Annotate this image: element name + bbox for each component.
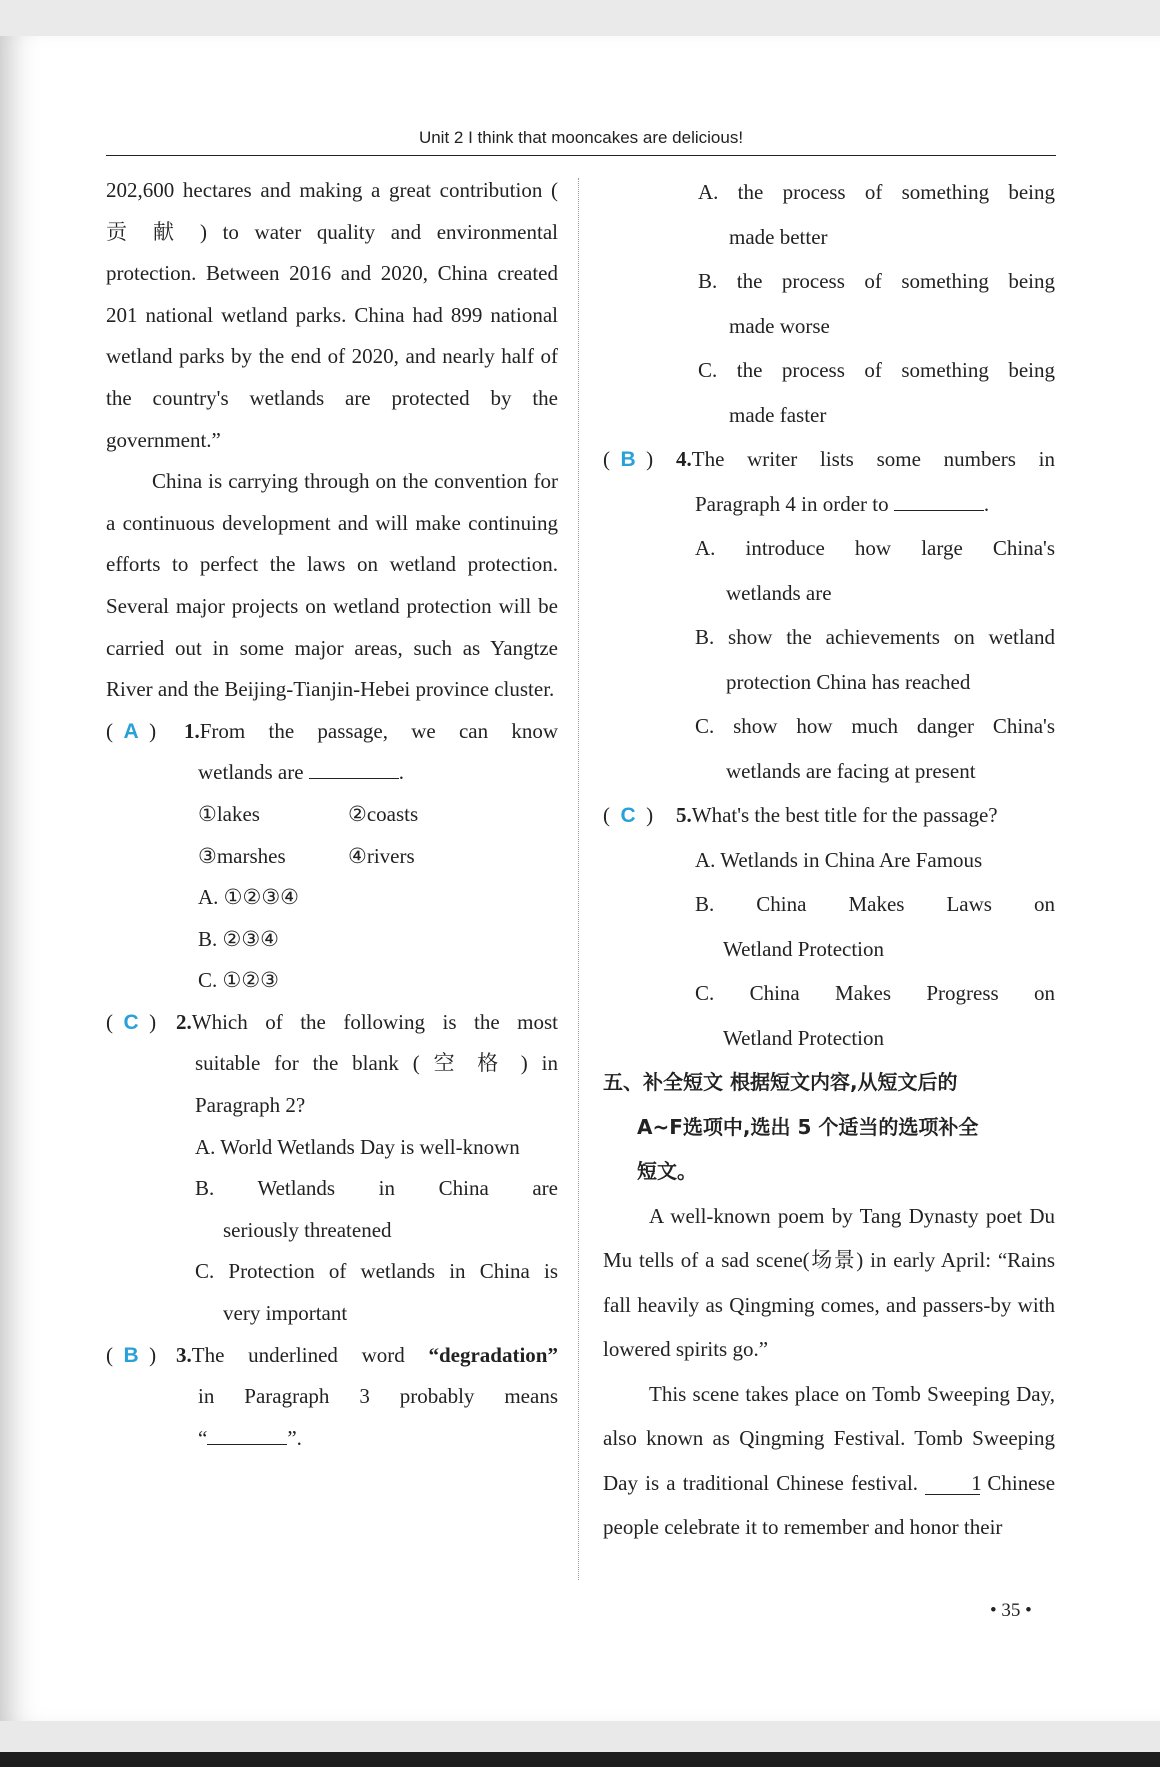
answer-5[interactable]: C [620,804,636,827]
question-2-stem-line1: 2.Which of the following is the most [176,1009,558,1034]
question-5: ( C ) 5.What's the best title for the passage? A. Wetlands in China Are Famous B. China Makes Laws on Wetland Protection C. China Makes Progress on Wetland Protection [603,793,1055,1060]
question-5-option-c-cont: Wetland Protection [723,1025,885,1050]
answer-blank[interactable] [894,492,984,511]
running-header: Unit 2 I think that mooncakes are delicious! [418,128,744,147]
question-2-option-b-cont: seriously threatened [223,1217,392,1242]
question-3-option-b-cont: made worse [729,313,830,338]
question-5-option-b-cont: Wetland Protection [723,936,885,961]
question-4: ( B ) 4.The writer lists some numbers in Paragraph 4 in order to . A. introduce how large China's wetlands are B. show the achievements on wetland protection China has reached C. show how much danger China's wetlands are facing at present [603,437,1055,793]
question-4-option-a-cont: wetlands are [726,580,832,605]
question-4-option-b: B. show the achievements on wetland [695,625,1055,649]
question-4-stem-line2: Paragraph 4 in order to . [695,491,990,516]
question-3-stem-line3: “ ”. [198,1425,302,1450]
question-1 [106,711,558,1002]
page-number: • 35 • [990,1600,1032,1621]
question-2: ( C ) 2.Which of the following is the most suitable for the blank ( 空 格 ) in Paragraph 2? A. World Wetlands Day is well-known B. Wetlands in China are seriously threatened C. Protection of wetlands in China is very important [106,1002,558,1335]
section-heading-line3: 短文。 [637,1159,697,1183]
question-1-option-c: C. ①②③ [198,968,279,993]
question-5-option-b: B. China Makes Laws on [695,892,1055,916]
question-5-option-c: C. China Makes Progress on [695,981,1055,1005]
cloze-paragraph-1: A well-known poem by Tang Dynasty poet Du Mu tells of a sad scene(场景) in early April: “Rains fall heavily as Qingming comes, and passers-by with lowered spirits go.” [603,1203,1055,1361]
question-3-option-a-cont: made better [729,224,828,249]
column-divider [578,178,579,1580]
viewer-bottom-bar [0,1752,1160,1767]
question-5-stem: 5.What's the best title for the passage? [676,803,998,827]
section-heading-line2: A~F选项中,选出 5 个适当的选项补全 [637,1114,979,1139]
question-1-option-b: B. ②③④ [198,926,279,951]
answer-blank[interactable] [207,1426,287,1445]
section-heading-line1: 五、补全短文 根据短文内容,从短文后的 [603,1070,958,1094]
left-column [106,170,558,1459]
section-5-heading [603,1060,1055,1194]
question-3-stem-line1: 3.The underlined word “degradation” [176,1342,558,1367]
question-2-stem-line3: Paragraph 2? [195,1093,306,1118]
question-1-stem-line2: wetlands are . [198,760,405,785]
cloze-paragraph-2: This scene takes place on Tomb Sweeping Day, also known as Qingming Festival. Tomb Sweeping Day is a traditional Chinese festival. 1 Chinese people celebrate it to remember and honor their [603,1381,1056,1539]
question-2-option-c-cont: very important [223,1301,348,1326]
question-3: ( B ) 3.The underlined word “degradation” in Paragraph 3 probably means “ ”. [106,1335,558,1460]
question-3-options [603,170,1055,437]
question-1-items-row2: ③marshes ④rivers [198,843,415,868]
viewer-background-top [0,0,1160,36]
answer-3[interactable]: B [123,1343,139,1367]
passage-paragraph-5: China is carrying through on the convention for a continuous development and will make continuing efforts to perfect the laws on wetland protection. Several major projects on wetland protection will be carried out in some major areas, such as Yangtze River and the Beijing-Tianjin-Hebei province cluster. [106,469,558,702]
cloze-blank-1[interactable]: 1 [925,1472,980,1495]
question-4-option-c-cont: wetlands are facing at present [726,758,976,783]
passage-paragraph-3-end: 202,600 hectares and making a great contribution ( 贡 献 ) to water quality and environmental protection. Between 2016 and 2020, China created 201 national wetland parks. China had 899 national wetland parks by the end of 2020, and nearly half of the country's wetlands are protected by the government.” [106,178,558,452]
question-3-option-c-cont: made faster [729,402,827,427]
question-5-option-a: A. Wetlands in China Are Famous [695,847,983,872]
answer-4[interactable]: B [620,448,636,471]
answer-blank[interactable] [309,760,399,779]
question-3-option-b: B. the process of something being [698,269,1055,293]
answer-2[interactable]: C [123,1010,139,1034]
question-2-option-b: B. Wetlands in China are [195,1176,558,1201]
question-1-option-a: A. ①②③④ [198,885,299,910]
question-4-option-c: C. show how much danger China's [695,714,1055,738]
question-2-option-c: C. Protection of wetlands in China is [195,1259,558,1284]
question-2-option-a: A. World Wetlands Day is well-known [195,1134,520,1159]
question-3-option-c: C. the process of something being [698,358,1055,382]
question-2-stem-line2: suitable for the blank ( 空 格 ) in [195,1051,558,1076]
answer-1[interactable]: A [123,719,139,743]
keyword-degradation: “degradation” [428,1342,558,1367]
header-rule [106,155,1056,156]
question-1-items-row1: ①lakes ②coasts [198,801,419,826]
question-4-option-a: A. introduce how large China's [695,536,1055,560]
answer-bracket: ( A ) [106,718,157,743]
question-3-option-a: A. the process of something being [698,180,1055,204]
question-4-stem-line1: 4.The writer lists some numbers in [676,447,1055,471]
right-column [603,170,1055,1550]
question-1-stem-line1: 1.From the passage, we can know [184,718,558,743]
question-3-stem-line2: in Paragraph 3 probably means [198,1384,558,1409]
question-4-option-b-cont: protection China has reached [726,669,971,694]
